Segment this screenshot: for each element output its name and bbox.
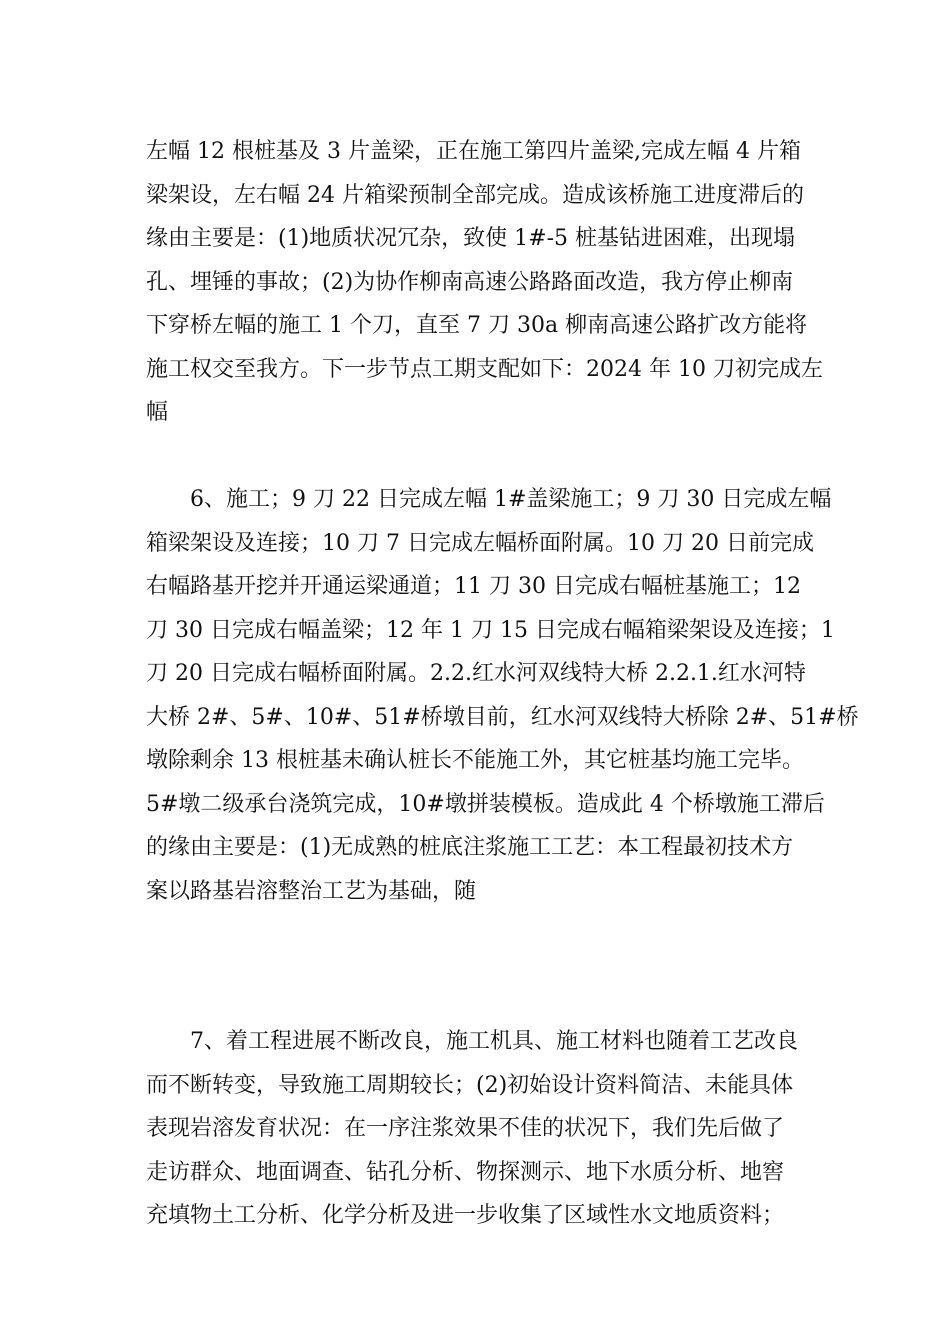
text-line: 施工权交至我方。下一步节点工期支配如下：2024 年 10 刀初完成左 [146, 356, 823, 382]
paragraph-item-7 [146, 1020, 816, 1238]
text-line: 刀 30 日完成右幅盖梁；12 年 1 刀 15 日完成右幅箱梁架设及连接；1 [146, 617, 835, 643]
text-line: 走访群众、地面调查、钻孔分析、物探测示、地下水质分析、地窖 [146, 1159, 785, 1185]
text-line: 孔、埋锤的事故；(2)为协作柳南高速公路路面改造，我方停止柳南 [146, 269, 794, 295]
text-line: 幅 [146, 400, 169, 425]
text-line: 5#墩二级承台浇筑完成，10#墩拼装模板。造成此 4 个桥墩施工滞后 [146, 791, 825, 817]
text-line: 梁架设，左右幅 24 片箱梁预制全部完成。造成该桥施工进度滞后的 [146, 182, 804, 208]
text-line: 充填物土工分析、化学分析及进一步收集了区域性水文地质资料； [146, 1203, 785, 1228]
text-line: 表现岩溶发育状况：在一序注浆效果不佳的状况下，我们先后做了 [146, 1116, 785, 1141]
text-line: 而不断转变，导致施工周期较长；(2)初始设计资料简洁、未能具体 [146, 1072, 794, 1098]
text-line: 左幅 12 根桩基及 3 片盖梁，正在施工第四片盖梁,完成左幅 4 片箱 [146, 139, 801, 164]
paragraph-bridge-progress [146, 130, 823, 435]
text-line: 7、着工程进展不断改良，施工机具、施工材料也随着工艺改良 [190, 1029, 798, 1054]
text-line: 缘由主要是：(1)地质状况冗杂，致使 1#-5 桩基钻进困难，出现塌 [146, 226, 796, 251]
paragraph-item-6 [146, 478, 859, 913]
text-line: 下穿桥左幅的施工 1 个刀，直至 7 刀 30a 柳南高速公路扩改方能将 [146, 313, 808, 338]
text-line: 右幅路基开挖并开通运梁通道；11 刀 30 日完成右幅桩基施工；12 [146, 574, 801, 599]
text-line: 箱梁架设及连接；10 刀 7 日完成左幅桥面附属。10 刀 20 日前完成 [146, 530, 814, 556]
text-line: 6、施工；9 刀 22 日完成左幅 1#盖梁施工；9 刀 30 日完成左幅 [190, 487, 832, 512]
text-line: 案以路基岩溶整治工艺为基础，随 [146, 878, 477, 904]
text-line: 墩除剩余 13 根桩基未确认桩长不能施工外，其它桩基均施工完毕。 [146, 748, 804, 773]
text-line: 大桥 2#、5#、10#、51#桥墩目前，红水河双线特大桥除 2#、51#桥 [146, 704, 859, 730]
text-line: 的缘由主要是：(1)无成熟的桩底注浆施工工艺：本工程最初技术方 [146, 835, 794, 860]
text-line: 刀 20 日完成右幅桥面附属。2.2.红水河双线特大桥 2.2.1.红水河特 [146, 661, 806, 686]
